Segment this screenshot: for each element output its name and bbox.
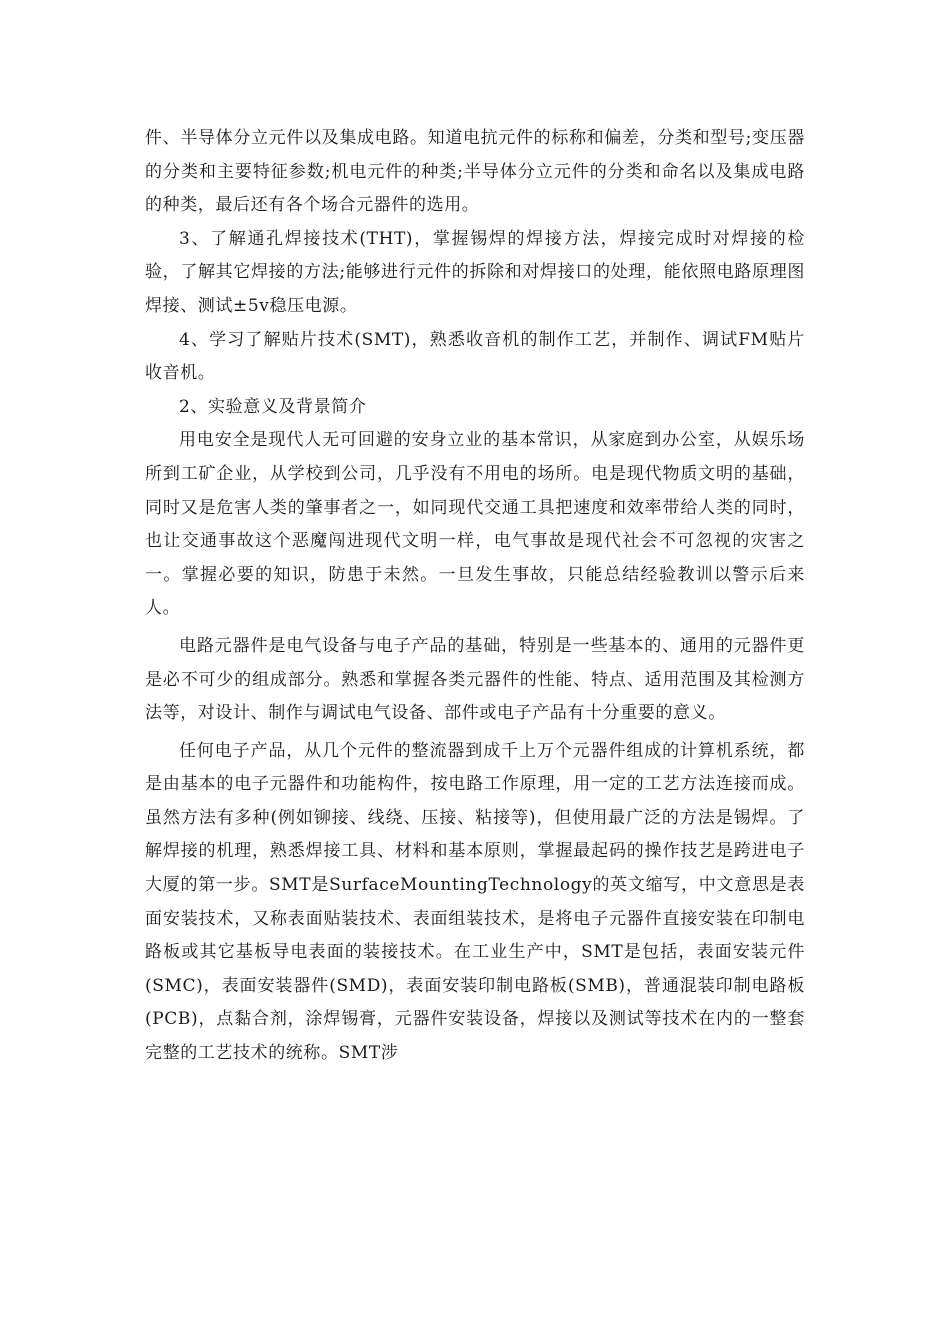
paragraph-electrical-safety: 用电安全是现代人无可回避的安身立业的基本常识，从家庭到办公室，从娱乐场所到工矿企业，从学校到公司，几乎没有不用电的场所。电是现代物质文明的基础，同时又是危害人类的肇事者之一，如同现代交通工具把速度和效率带给人类的同时，也让交通事故这个恶魔闯进现代文明一样，电气事故是现代社会不可忽视的灾害之一。掌握必要的知识，防患于未然。一旦发生事故，只能总结经验教训以警示后来人。 xyxy=(145,430,805,619)
paragraph-item-4: 4、学习了解贴片技术(SMT)，熟悉收音机的制作工艺，并制作、调试FM贴片收音机。 xyxy=(145,329,805,384)
paragraph-item-3: 3、了解通孔焊接技术(THT)，掌握锡焊的焊接方法，焊接完成时对焊接的检验，了解其它焊接的方法;能够进行元件的拆除和对焊接口的处理，能依照电路原理图焊接、测试±5v稳压电源。 xyxy=(145,228,805,316)
paragraph-components: 电路元器件是电气设备与电子产品的基础，特别是一些基本的、通用的元器件更是必不可少的组成部分。熟悉和掌握各类元器件的性能、特点、适用范围及其检测方法等，对设计、制作与调试电气设备、部件或电子产品有十分重要的意义。 xyxy=(145,635,805,724)
document-body xyxy=(145,122,805,1071)
section-heading: 2、实验意义及背景简介 xyxy=(179,396,367,417)
paragraph-soldering-smt: 任何电子产品，从几个元件的整流器到成千上万个元器件组成的计算机系统，都是由基本的电子元器件和功能构件，按电路工作原理，用一定的工艺方法连接而成。虽然方法有多种(例如铆接、线绕、压接、粘接等)，但使用最广泛的方法是锡焊。了解焊接的机理，熟悉焊接工具、材料和基本原则，掌握最起码的操作技艺是跨进电子大厦的第一步。SMT是SurfaceMountingTechnology的英文缩写，中文意思是表面安装技术，又称表面贴装技术、表面组装技术，是将电子元器件直接安装在印制电路板或其它基板导电表面的装接技术。在工业生产中，SMT是包括，表面安装元件(SMC)，表面安装器件(SMD)，表面安装印制电路板(SMB)，普通混装印制电路板(PCB)，点黏合剂，涂焊锡膏，元器件安装设备，焊接以及测试等技术在内的一整套完整的工艺技术的统称。SMT涉 xyxy=(145,740,805,1064)
paragraph-continuation: 件、半导体分立元件以及集成电路。知道电抗元件的标称和偏差，分类和型号;变压器的分类和主要特征参数;机电元件的种类;半导体分立元件的分类和命名以及集成电路的种类，最后还有各个场合元器件的选用。 xyxy=(145,128,805,216)
